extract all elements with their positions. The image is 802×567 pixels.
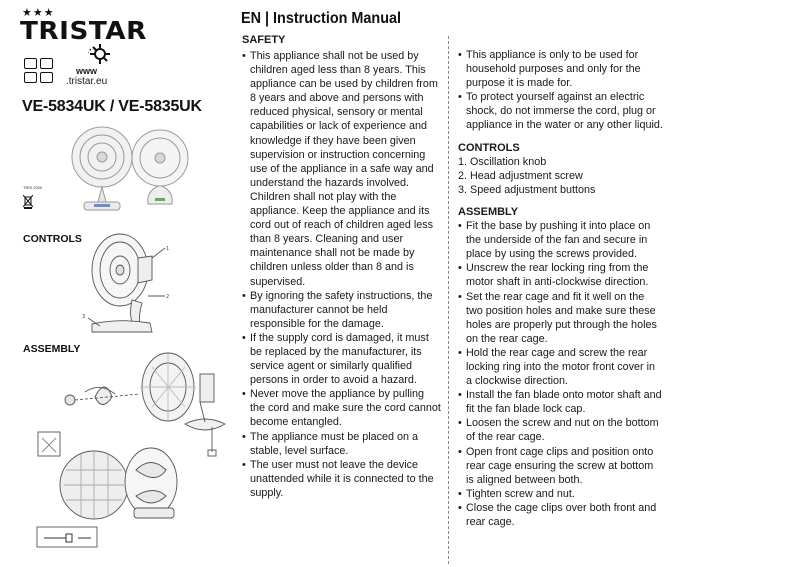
weee-bin-icon (23, 195, 33, 209)
assembly-step: • Unscrew the rear locking ring from the motor shaft in anti-clockwise direction. (458, 261, 663, 289)
warning-icons (24, 58, 56, 86)
svg-text:3: 3 (82, 314, 86, 320)
compliance-text: TRIS 2000 (23, 185, 43, 190)
safety-item: • This appliance shall not be used by children aged less than 8 years. This appliance can be used by children from 8 years and above and persons with reduced physical, sensory or mental capabilities or lack of experience and knowledge if they have been given supervision or instruction concerning use of the appliance in a safe way and understand the hazards involved. Children shall not play with the appliance. Keep the appliance and its cord out of reach of children aged less than 8 years. Cleaning and user maintenance shall not be made by children unless older than 8 and is supervised. (242, 49, 442, 289)
model-number: VE-5834UK / VE-5835UK (22, 98, 202, 115)
website-link[interactable]: .tristar.eu (66, 76, 108, 87)
rating-stars: ★★★ (22, 7, 55, 19)
controls-diagram (80, 228, 185, 336)
box-icon (40, 58, 53, 69)
left-controls-heading: CONTROLS (23, 233, 82, 245)
right-column (458, 48, 663, 529)
safety-item: • The user must not leave the device unattended while it is connected to the supply. (242, 458, 442, 500)
safety-item: • Never move the appliance by pulling the cord and make sure the cord cannot become entangled. (242, 387, 442, 429)
assembly-step: • Set the rear cage and fit it well on the two position holes and make sure these holes are properly put through the holes on the rear cage. (458, 290, 663, 346)
controls-item: 3. Speed adjustment buttons (458, 183, 596, 196)
svg-text:1: 1 (166, 246, 170, 252)
screwdriver-icon (24, 58, 37, 69)
safety-item: • By ignoring the safety instructions, the manufacturer cannot be held responsible for the damage. (242, 289, 442, 331)
controls-item: 1. Oscillation knob (458, 155, 547, 168)
left-assembly-heading: ASSEMBLY (23, 343, 81, 355)
assembly-step: • Tighten screw and nut. (458, 487, 663, 501)
screw-detail (36, 526, 106, 550)
product-image (60, 122, 200, 217)
cage-diagram (36, 430, 186, 525)
safety-item: • The appliance must be placed on a stable, level surface. (242, 430, 442, 458)
assembly-step: • Fit the base by pushing it into place on the underside of the fan and secure in place by using the screws provided. (458, 219, 663, 261)
safety-item: • If the supply cord is damaged, it must be replaced by the manufacturer, its service agent or similarly qualified persons in order to avoid a hazard. (242, 331, 442, 387)
safety-item: • This appliance is only to be used for household purposes and only for the purpose it is made for. (458, 48, 663, 90)
safety-item: • To protect yourself against an electric shock, do not immerse the cord, plug or appliance in the water or any other liquid. (458, 90, 663, 132)
safety-list (242, 49, 442, 500)
controls-heading: CONTROLS (458, 141, 520, 154)
question-icon (24, 72, 37, 83)
assembly-step: • Hold the rear cage and screw the rear locking ring into the motor front cover in a clockwise direction. (458, 346, 663, 388)
assembly-step: • Loosen the screw and nut on the bottom of the rear cage. (458, 416, 663, 444)
www-label: www (76, 66, 98, 76)
brand-logo: TRISTAR (20, 16, 147, 45)
assembly-heading: ASSEMBLY (458, 205, 519, 218)
svg-text:2: 2 (166, 294, 170, 300)
book-icon (40, 72, 53, 83)
assembly-step: • Close the cage clips over both front and rear cage. (458, 501, 663, 529)
gear-icon (88, 42, 112, 66)
assembly-step: • Install the fan blade onto motor shaft and fit the fan blade lock cap. (458, 388, 663, 416)
column-divider (448, 36, 449, 564)
assembly-step: • Open front cage clips and position onto rear cage ensuring the screw at bottom is aligned between both. (458, 445, 663, 487)
safety-heading: SAFETY (242, 34, 286, 46)
manual-title: EN | Instruction Manual (241, 10, 402, 27)
controls-item: 2. Head adjustment screw (458, 169, 583, 182)
